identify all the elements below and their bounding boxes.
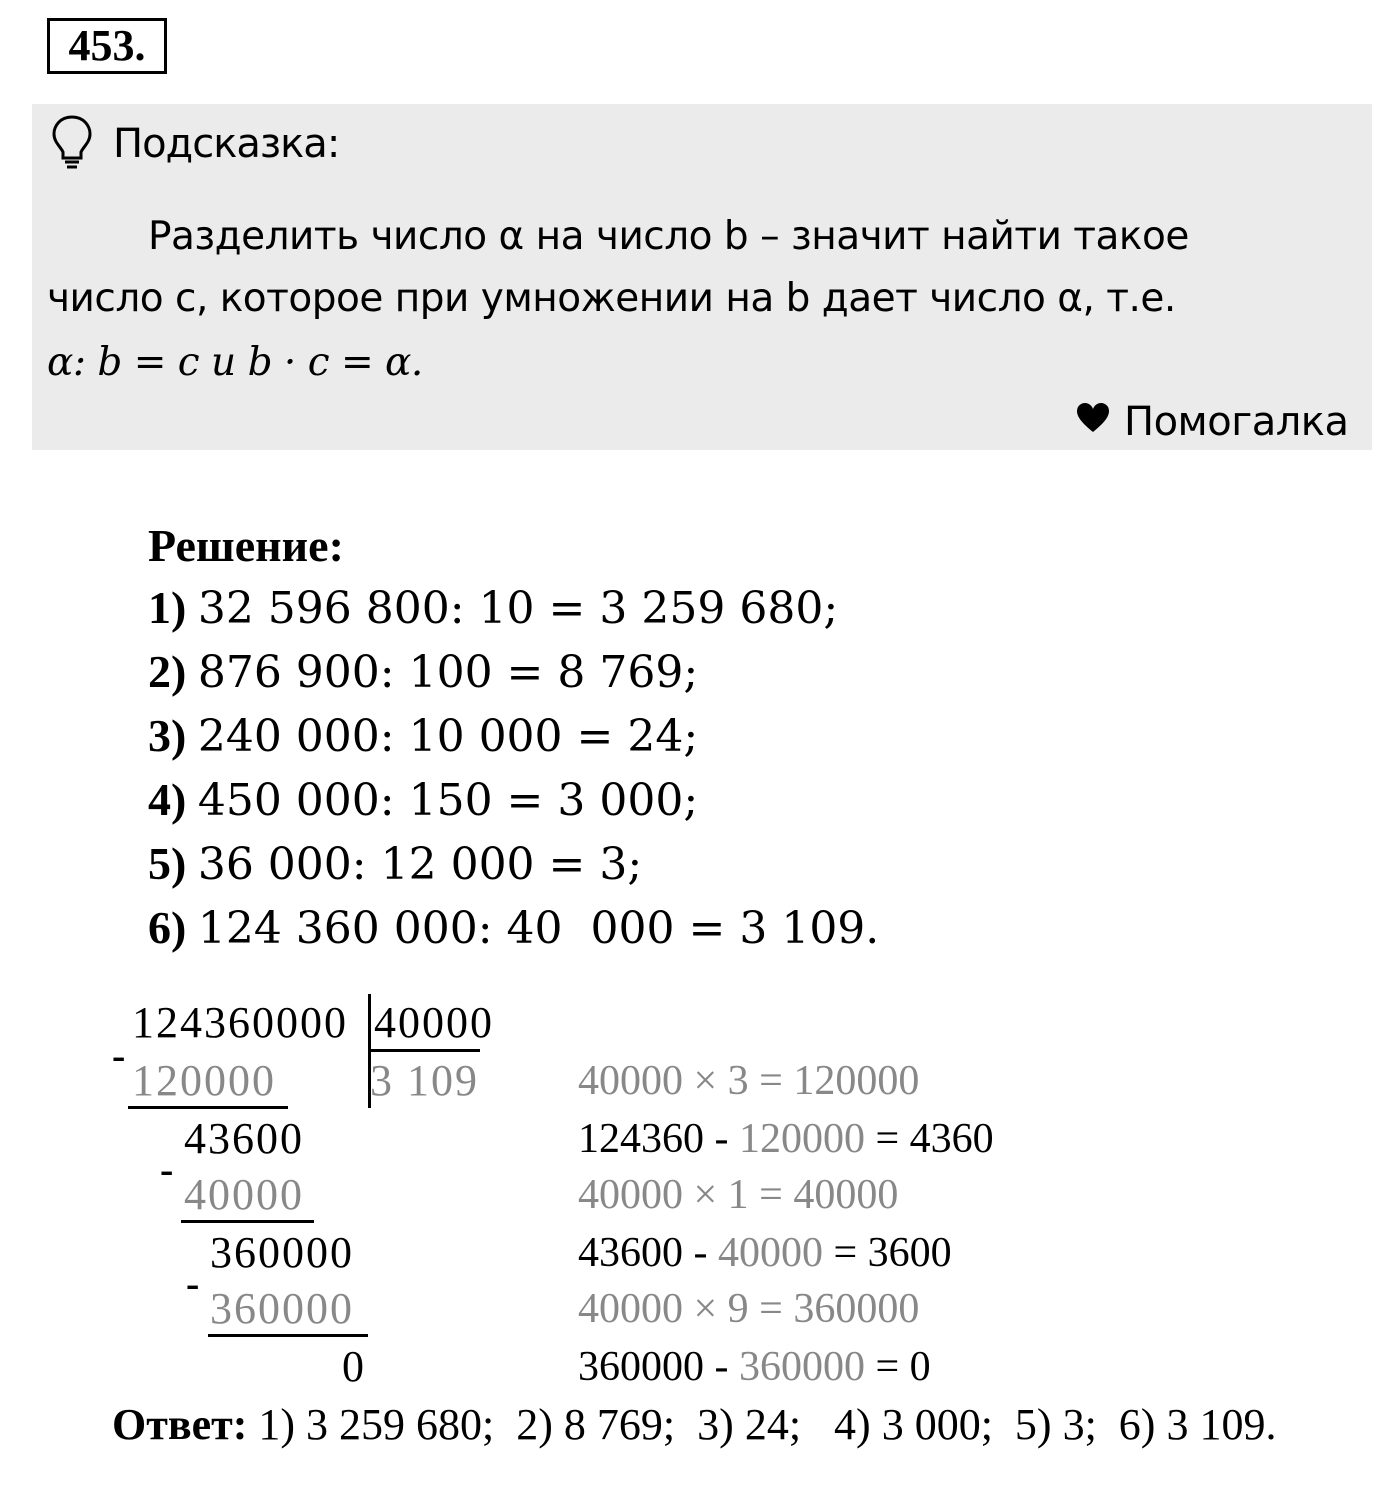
answer-text: 1) 3 259 680; 2) 8 769; 3) 24; 4) 3 000; 5) 3; 6) 3 109. <box>247 1400 1277 1449</box>
step-number: 6) <box>148 902 187 953</box>
brand-label: Помогалка <box>1124 399 1349 445</box>
division-subtrahend-3: 360000 <box>210 1284 354 1333</box>
step-expression: 240 000: 10 000 = 24; <box>197 711 699 762</box>
division-dividend: 124360000 <box>132 998 348 1047</box>
calc-part: = 0 <box>865 1344 931 1390</box>
hint-formula: α: b = с и b · с = α. <box>47 340 423 385</box>
division-subtrahend-1: 120000 <box>132 1056 276 1105</box>
step-number: 5) <box>148 838 187 889</box>
calc-line-5: 40000 × 9 = 360000 <box>578 1286 920 1332</box>
solution-title: Решение: <box>148 520 344 571</box>
calc-line-1: 40000 × 3 = 120000 <box>578 1058 920 1104</box>
hint-text-line-2: число c, которое при умножении на b дает число α, т.е. <box>47 276 1176 321</box>
division-line-1 <box>128 1106 288 1109</box>
step-number: 2) <box>148 646 187 697</box>
calc-line-3: 40000 × 1 = 40000 <box>578 1172 899 1218</box>
division-divisor: 40000 <box>374 998 494 1047</box>
solution-step-5 <box>148 832 642 897</box>
division-quotient: 3 109 <box>370 1056 479 1105</box>
heart-icon <box>1076 402 1110 434</box>
calc-part: 360000 - <box>578 1344 739 1390</box>
minus-sign: - <box>186 1261 200 1306</box>
step-number: 4) <box>148 774 187 825</box>
lightbulb-icon <box>50 114 94 170</box>
hint-text-line-1: Разделить число α на число b – значит найти такое <box>148 214 1189 259</box>
answer-line <box>112 1396 1276 1454</box>
calc-part-grey: 360000 <box>739 1344 865 1390</box>
calc-part: 124360 - <box>578 1116 739 1162</box>
calc-part: = 4360 <box>865 1116 994 1162</box>
problem-number: 453. <box>47 18 167 74</box>
division-line-2 <box>181 1220 314 1223</box>
calc-line-4 <box>578 1224 952 1282</box>
solution-step-6 <box>148 896 879 961</box>
division-remainder-3: 0 <box>342 1342 366 1391</box>
solution-step-4 <box>148 768 698 833</box>
calc-line-2 <box>578 1110 994 1168</box>
step-number: 1) <box>148 582 187 633</box>
calc-part: 43600 - <box>578 1230 718 1276</box>
hint-title: Подсказка: <box>113 121 340 167</box>
minus-sign: - <box>160 1147 174 1192</box>
division-subtrahend-2: 40000 <box>184 1170 304 1219</box>
answer-label: Ответ: <box>112 1400 248 1449</box>
division-line-3 <box>208 1334 368 1337</box>
solution-step-1 <box>148 576 838 641</box>
solution-step-2 <box>148 640 698 705</box>
solution-step-3 <box>148 704 698 769</box>
calc-part-grey: 40000 <box>718 1230 823 1276</box>
minus-sign: - <box>112 1033 126 1078</box>
step-expression: 450 000: 150 = 3 000; <box>197 775 699 826</box>
step-number: 3) <box>148 710 187 761</box>
step-expression: 32 596 800: 10 = 3 259 680; <box>197 583 839 634</box>
step-expression: 36 000: 12 000 = 3; <box>197 839 643 890</box>
calc-part: = 3600 <box>823 1230 952 1276</box>
calc-line-6 <box>578 1338 931 1396</box>
step-expression: 124 360 000: 40 000 = 3 109. <box>197 903 880 954</box>
step-expression: 876 900: 100 = 8 769; <box>197 647 699 698</box>
calc-part-grey: 120000 <box>739 1116 865 1162</box>
division-remainder-2: 360000 <box>210 1228 354 1277</box>
division-remainder-1: 43600 <box>184 1114 304 1163</box>
